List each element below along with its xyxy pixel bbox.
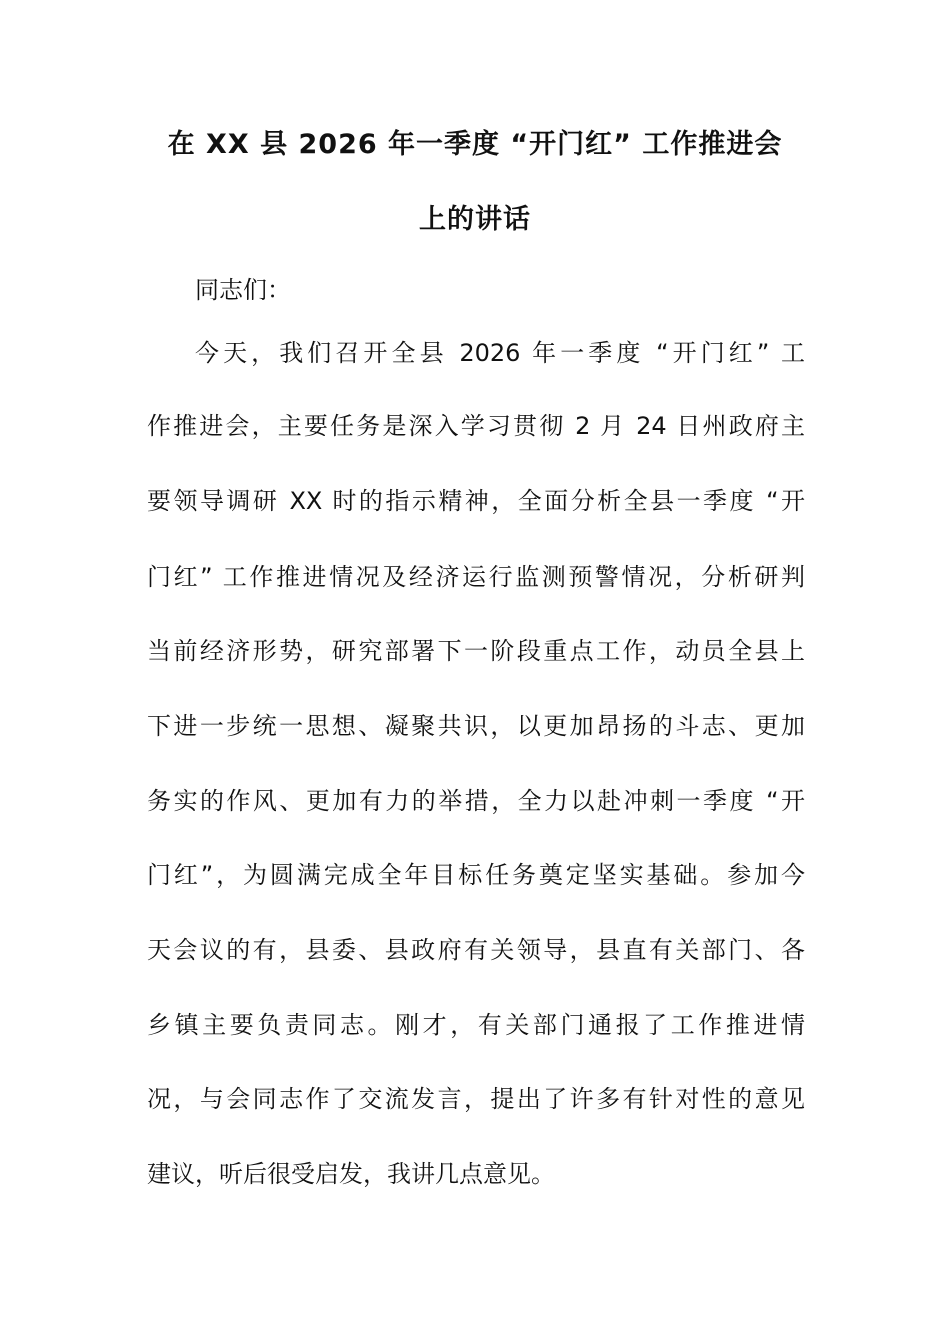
paragraph-line: 天会议的有，县委、县政府有关领导，县直有关部门、各	[147, 936, 805, 964]
paragraph-line: 乡镇主要负责同志。刚才，有关部门通报了工作推进情	[147, 1011, 805, 1039]
paragraph-line: 要领导调研 XX 时的指示精神，全面分析全县一季度 “开	[147, 487, 805, 515]
paragraph-line: 务实的作风、更加有力的举措，全力以赴冲刺一季度 “开	[147, 787, 805, 815]
paragraph-line: 下进一步统一思想、凝聚共识，以更加昂扬的斗志、更加	[147, 712, 805, 740]
document-title-line-2: 上的讲话	[419, 204, 531, 235]
paragraph-line: 况，与会同志作了交流发言，提出了许多有针对性的意见	[147, 1085, 805, 1113]
paragraph-line: 今天，我们召开全县 2026 年一季度 “开门红” 工	[195, 339, 805, 367]
paragraph-line: 门红” 工作推进情况及经济运行监测预警情况，分析研判	[147, 563, 805, 591]
paragraph-line: 建议，听后很受启发，我讲几点意见。	[147, 1160, 555, 1188]
paragraph-line: 当前经济形势，研究部署下一阶段重点工作，动员全县上	[147, 637, 805, 665]
salutation: 同志们：	[195, 276, 291, 304]
paragraph-line: 门红”，为圆满完成全年目标任务奠定坚实基础。参加今	[147, 861, 805, 889]
paragraph-line: 作推进会，主要任务是深入学习贯彻 2 月 24 日州政府主	[147, 412, 805, 440]
document-title-line-1: 在 XX 县 2026 年一季度 “开门红” 工作推进会	[167, 129, 783, 160]
